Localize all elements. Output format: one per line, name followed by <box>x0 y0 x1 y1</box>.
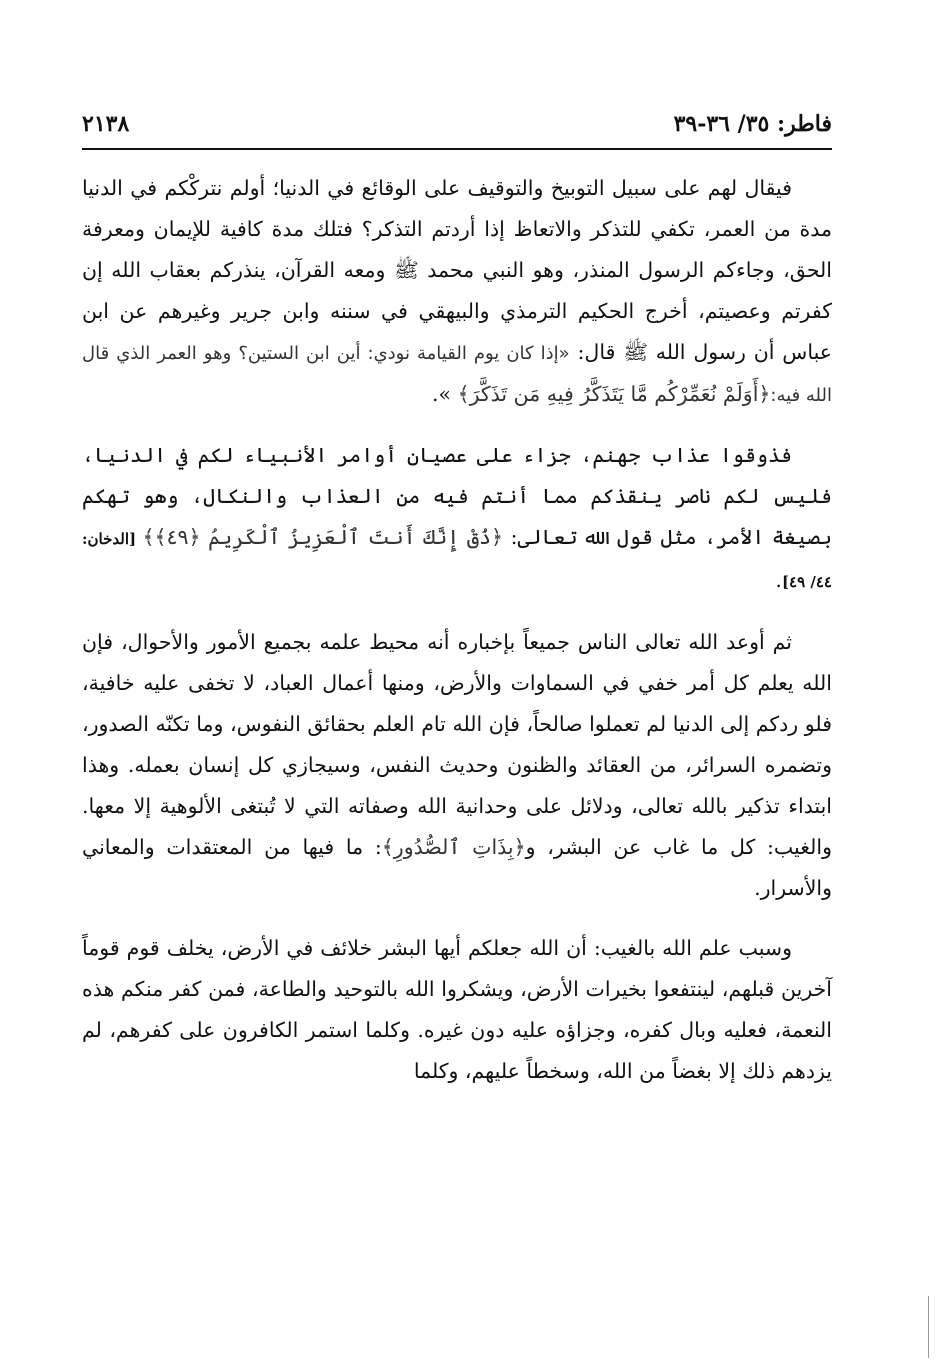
paragraph-1-text: فيقال لهم على سبيل التوبيخ والتوقيف على الوقائع في الدنيا؛ أولم نتركْكم في الدنيا مدة من العمر، تكفي للتذكر والاتعاظ إذا أردتم التذكر؟ فتلك مدة كافية للإيمان ومعرفة الحق، وجاءكم الرسول المنذر، وهو النبي محمد ﷺ ومعه القرآن، ينذركم بعقاب الله إن كفرتم وعصيتم، أخرج الحكيم الترمذي والبيهقي في سننه وابن جرير وغيرهم عن ابن عباس أن رسول الله ﷺ قال: <box>82 176 832 364</box>
paragraph-4 <box>82 928 832 1092</box>
paragraph-4-text: وسبب علم الله بالغيب: أن الله جعلكم أيها البشر خلائف في الأرض، يخلف قوم قوماً آخرين قبلهم، لينتفعوا بخيرات الأرض، ويشكروا الله بالتوحيد والطاعة، فمن كفر منكم هذه النعمة، فعليه وبال كفره، وجزاؤه عليه دون غيره. وكلما استمر الكافرون على كفرهم، لم يزدهم ذلك إلا بغضاً من الله، وسخطاً عليهم، وكلما <box>82 936 832 1083</box>
page-body <box>82 168 832 1111</box>
page-edge-mark <box>928 1296 929 1358</box>
quran-phrase: ﴿بِذَاتِ ٱلصُّدُورِ﴾ <box>381 835 526 859</box>
paragraph-2 <box>82 435 832 603</box>
running-title: فاطر: ٣٥/ ٣٦-٣٩ <box>673 111 832 137</box>
paragraph-1 <box>82 168 832 416</box>
header-rule <box>82 148 832 150</box>
page-header <box>82 104 832 144</box>
paragraph-3 <box>82 622 832 909</box>
paragraph-1-closing: ». <box>432 382 458 406</box>
quran-verse: ﴿أَوَلَمْ نُعَمِّرْكُم مَّا يَتَذَكَّرُ فِيهِ مَن تَذَكَّرَ﴾ <box>457 382 771 406</box>
verse-reference: [الدخان: ٤٤/ ٤٩] <box>82 530 832 591</box>
paragraph-3-text: ثم أوعد الله تعالى الناس جميعاً بإخباره أنه محيط علمه بجميع الأمور والأحوال، فإن الله يعلم كل أمر خفي في السماوات والأرض، ومنها أعمال العباد، لا تخفى عليه خافية، فلو ردكم إلى الدنيا لم تعملوا صالحاً، فإن الله تام العلم بحقائق النفوس، وما تكنّه الصدور، وتضمره السرائر، من العقائد والظنون وحديث النفس، وسيجازي كل إنسان بعمله. وهذا ابتداء تذكير بالله تعالى، ودلائل على وحدانية الله وصفاته التي لا تُبتغى الألوهية إلا معها. والغيب: كل ما غاب عن البشر، و <box>82 630 832 859</box>
quran-verse: ﴿ذُقْ إِنَّكَ أَنتَ ٱلْعَزِيزُ ٱلْكَرِيمُ ﴿٤٩﴾﴾ <box>142 525 503 549</box>
hadith-quote: «إذا كان يوم القيامة نودي: أين ابن الستين؟ وهو العمر الذي قال الله فيه: <box>82 343 832 406</box>
paragraph-2-closing: . <box>775 568 782 592</box>
paragraph-2-text: فذوقوا عذاب جهنم، جزاء على عصيان أوامر الأنبياء لكم في الدنيا، فليس لكم ناصر ينقذكم مما أنتم فيه من العذاب والنكال، وهو تهكم بصيغة الأمر، مثل قول الله تعالى: <box>82 443 832 549</box>
paragraph-3-closing: : ما فيها من المعتقدات والمعاني والأسرار. <box>82 835 832 900</box>
page-number: ٢١٣٨ <box>82 111 130 137</box>
